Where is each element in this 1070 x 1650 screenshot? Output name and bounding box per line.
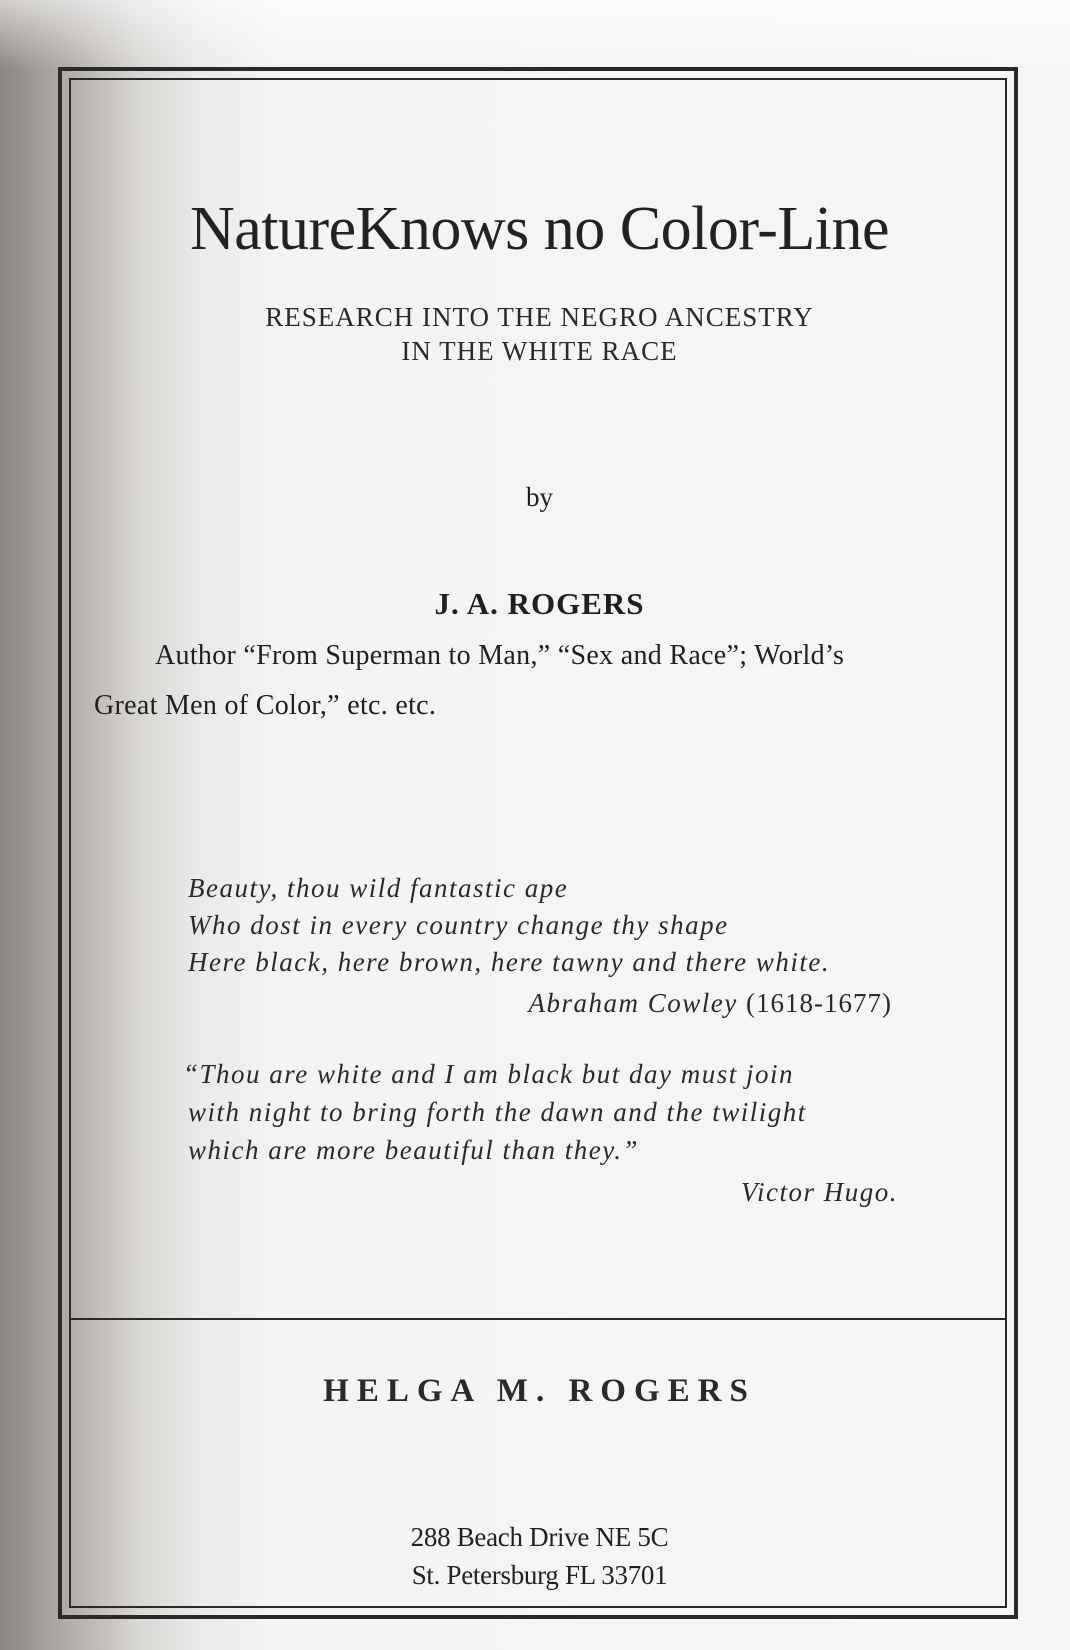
cowley-attribution-name: Abraham Cowley (528, 988, 738, 1018)
author-credits-line-1: Author “From Superman to Man,” “Sex and Race”; World’s (155, 640, 845, 671)
author-name: J. A. ROGERS (434, 586, 645, 621)
cowley-verse-line-3: Here black, here brown, here tawny and there white. (188, 947, 831, 977)
book-title: NatureKnows no Color-Line (189, 195, 890, 263)
subtitle-line-2: IN THE WHITE RACE (401, 336, 678, 366)
publisher-address-line-1: 288 Beach Drive NE 5C (410, 1522, 669, 1552)
publisher-address-line-2: St. Petersburg FL 33701 (411, 1560, 668, 1590)
cowley-verse-line-2: Who dost in every country change thy shape (188, 910, 729, 940)
hugo-quote-line-3: which are more beautiful than they.” (188, 1135, 639, 1165)
cowley-attribution-years: (1618-1677) (746, 988, 892, 1018)
author-credits-line-2: Great Men of Color,” etc. etc. (94, 690, 437, 721)
cowley-attribution (529, 988, 892, 1019)
publisher-name: HELGA M. ROGERS (323, 1373, 756, 1409)
subtitle-line-1: RESEARCH INTO THE NEGRO ANCESTRY (265, 302, 814, 332)
hugo-quote-line-2: with night to bring forth the dawn and the twilight (188, 1097, 807, 1127)
hugo-quote-line-1: “Thou are white and I am black but day must join (183, 1059, 794, 1089)
publisher-divider (69, 1318, 1007, 1320)
byline: by (526, 482, 553, 512)
cowley-verse-line-1: Beauty, thou wild fantastic ape (188, 873, 569, 903)
page-highlight (0, 0, 1070, 70)
hugo-attribution: Victor Hugo. (741, 1177, 898, 1207)
